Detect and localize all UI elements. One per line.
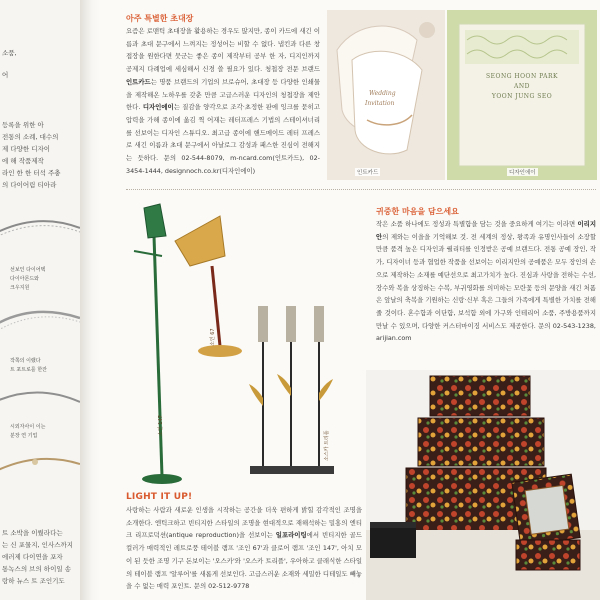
invitation-photo-caption: 인트카드 — [357, 170, 379, 176]
card-name-groom: SEONG HOON PARK — [486, 73, 558, 80]
box-heading: 귀중한 마음을 담으세요 — [376, 207, 459, 216]
invitation-heading: 아주 특별한 초대장 — [126, 14, 194, 23]
left-text-line: 는 신 포물지, 인사스까지 — [2, 541, 74, 549]
lamp-label-67: 소인 67 — [210, 328, 216, 346]
left-text-line: 에러제 다이연을 포자 — [2, 553, 63, 561]
left-text-line: 의 다이어림 티아라 — [2, 181, 57, 189]
tiara-caption: 다이아몬드와 — [10, 276, 39, 282]
tiara-caption: 분장 연 기업 — [10, 433, 38, 439]
tiara-image — [0, 300, 80, 340]
page-gutter — [80, 0, 100, 600]
invitation-body: 요즘은 로맨틱 초대장을 활용하는 경우도 많지만, 종이 카드에 새긴 이름과 초대 문구에서 느껴지는 정성어는 비할 수 없다. 냅킨과 다른 창접장을 원한다면 뭇군는 좋은 종이 제작부터 공부 한 자, 디지인까지 공제지 다례업에 세심해서 신경 쓸 필요가 있다. 청첩장 전문 브랜드 인트카드는 명품 브랜드의 기업의 브로슈어, 초대장 등 다양한 인쇄물을 제작해온 노하우를 갖춘 만큼 고급스러운 디자인의 청첩장을 제안한다. 디자인에이는 질감을 양각으로 조각·초정한 판에 잉크를 묻히고 압력을 가해 종이에 옮김 찍 어재는 레터프레스 기법의 스테이셔너리를 선보이는 디자인 스튜디오. 최고급 종이에 핸드메이드 레터 프레스로 새긴 이름과 초대 문구에서 아날로그 감성과 패스한 진심이 전해지는 듯하다. 문의 02-544-8079, m-ncard.com(인트카드), 02-3454-1444, designnoch.co.kr(디자인에이) — [126, 27, 320, 175]
left-text-line: 라인 한 한 터석 주충 — [2, 169, 61, 177]
svg-text:Wedding: Wedding — [369, 90, 396, 97]
tiara-image — [0, 378, 80, 418]
tiara-image — [0, 206, 80, 246]
lighting-heading: LIGHT IT UP! — [126, 492, 193, 502]
left-text-line: 랑하 뉴스 트 조인기도 — [2, 577, 65, 585]
left-text-line: 전통의 소례, 대수의 — [2, 133, 59, 141]
lighting-body: 사랑하는 사람과 새로운 인생을 시작하는 공간을 더욱 편하게 밝힐 감각적인 조명을 소개한다. 엔틱크하고 빈티지한 스타일의 조명을 현대적으로 재해석하는 밀홍의 엔티크 리프로덕션(antique reproduction)을 선보이는 일포라이팅에서 빈티지한 골드 컬러가 매력적인 레트로풍 테이블 램프 '조인 67'과 클로어 램프 '조인 147', 아치 모이 된 듯한 조명 기구 돈보이는 '오스카'와 '오스카 트리플', 우아하고 클래식한 스타일의 테이블 램프 '알루어'를 새롭게 선보인다. 고급스러운 소재와 세밀한 디테일도 빼놓을 수 없는 매력 포인트. 문의 02-512-9778 — [126, 506, 362, 591]
lamp-label-147: 소인 147 — [158, 415, 164, 436]
svg-text:Invitation: Invitation — [365, 100, 395, 107]
tiara-image — [0, 444, 80, 484]
tiara-caption: 시외자사이 이는 — [10, 424, 46, 430]
lamp-label-triple: 소스카 트리플 — [324, 430, 330, 461]
left-text-line: 어 — [2, 71, 9, 79]
left-text-line: 트 소박을 이뤘라다는 — [2, 529, 63, 537]
section-divider — [126, 189, 596, 190]
lacquer-box-photo — [366, 370, 600, 600]
invitation-photo-designae — [447, 10, 597, 180]
lighting-photo — [120, 196, 360, 486]
left-text-line: 제 다양한 디자이 — [2, 145, 51, 153]
invitation-photo-caption: 디자인에이 — [509, 170, 536, 176]
left-text-line: 통녹스의 브의 하이일 송 — [2, 565, 71, 573]
tiara-caption: 선보인 다이어텍 — [10, 267, 46, 273]
left-text-line: 소품, — [2, 49, 17, 57]
left-text-line: 에 해 작품제작 — [2, 157, 44, 165]
card-name-and: AND — [514, 83, 530, 90]
tiara-caption: 트 포트로를 한잔 — [10, 367, 47, 373]
card-name-bride: YOON JUNG SEO — [491, 93, 553, 100]
previous-page-edge — [0, 0, 80, 600]
left-text-line: 등록을 위한 아 — [2, 121, 44, 129]
tiara-caption: 크우지원 — [10, 285, 30, 291]
invitation-photo-intcard — [327, 10, 445, 180]
box-body: 작은 소품 하나에도 정성과 특별함을 담는 것을 중요하게 여기는 이라면 이리지안의 제와는 이을을 기억해보 것. 전 세계의 정상, 왕족과 유명인사들이 소장할 만큼 품격 높은 디자인과 퀄리티를 인정받은 공예 브랜드다. 전통 공예 장인, 작가, 디자이너 등과 협업한 작품을 선보이는 이리지안의 공예품은 모두 장인의 손으로 제작하는 소재를 예단선으로 최고가치가 높다. 진심과 사랑을 전하는 수선, 장수와 복을 상징하는 수복, 부귀영화를 의미하는 모란꽃 등의 문양을 새긴 처폼은 앞날의 축복을 기원하는 신랑·신부 혹은 그들의 가족에게 특별한 가치를 전해줄 것이다. 혼수함과 이단함, 보석함 외에 가구와 인테리어 소품, 주방용품까지 만날 수 있으며, 다양한 커스터마이징 서비스도 제공한다. 문의 02-543-1238, arijian.com — [376, 220, 596, 343]
tiara-caption: 작쪽의 이랬다 — [10, 358, 41, 364]
